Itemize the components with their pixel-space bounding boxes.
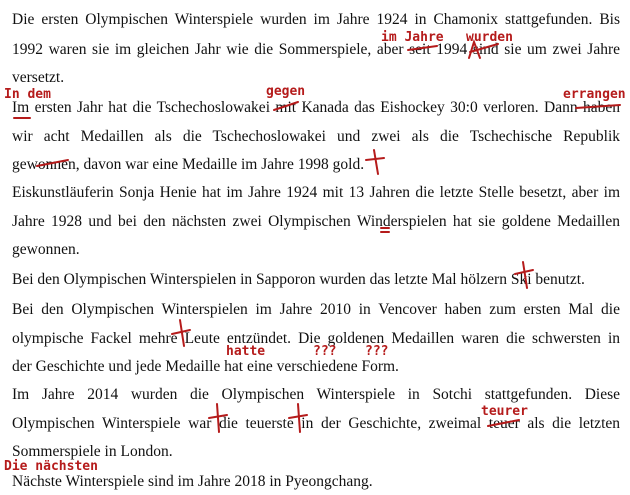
correction-note: Die nächsten (4, 459, 98, 474)
correction-note: gegen (266, 84, 306, 99)
correction-note: wurden (466, 30, 513, 45)
paragraph-line: Nächste Winterspiele sind im Jahre 2018 in Pyeongchang. (12, 473, 373, 490)
correction-note: In dem (4, 87, 51, 102)
paragraph-line: gewonnen, davon war eine Medaille im Jahre 1998 gold. (12, 156, 365, 173)
paragraph-line: Jahre 1928 und bei den nächsten zwei Olympischen Winderspielen hat sie goldene Medaillen (12, 213, 620, 230)
paragraph-line: versetzt. (12, 69, 65, 86)
correction-note: teurer (481, 404, 528, 419)
paragraph-line: Die ersten Olympischen Winterspiele wurden im Jahre 1924 in Chamonix stattgefunden. Bis (12, 11, 620, 28)
paragraph-line: 1992 waren sie im gleichen Jahr wie die Sommerspiele, aber seit 1994 sind sie um zwei Jahre (12, 41, 620, 58)
paragraph-line: Im ersten Jahr hat die Tschechoslowakei mit Kanada das Eishockey 30:0 verloren. Dann haben (12, 99, 620, 116)
correction-note: errangen (563, 87, 626, 102)
paragraph-line: Bei den Olympischen Winterspielen in Sapporon wurden das letzte Mal hölzern Ski benutzt. (12, 271, 585, 288)
paragraph-line: Bei den Olympischen Winterspielen im Jahre 2010 in Vencover haben zum ersten Mal die (12, 301, 620, 318)
paragraph-line: olympische Fackel mehre Leute entzündet. Die goldenen Medaillen waren die schwersten in (12, 330, 620, 347)
correction-note: ??? (313, 344, 337, 359)
paragraph-line: Eiskunstläuferin Sonja Henie hat im Jahre 1924 mit 13 Jahren die letzte Stelle besetzt, aber im (12, 184, 620, 201)
paragraph-line: Olympischen Winterspiele war die teuerste in der Geschichte, zweimal teuer als die letzten (12, 415, 620, 432)
correction-note: ??? (365, 344, 389, 359)
paragraph-line: der Geschichte und jede Medaille hat eine verschiedene Form. (12, 358, 399, 375)
paragraph-line: gewonnen. (12, 241, 80, 258)
paragraph-line: wir acht Medaillen als die Tschechoslowakei und zwei als die Tschechische Republik (12, 128, 620, 145)
correction-note: im Jahre (381, 30, 444, 45)
paragraph-line: Sommerspiele in London. (12, 443, 173, 460)
correction-note: hatte (226, 344, 266, 359)
paragraph-line: Im Jahre 2014 wurden die Olympischen Winterspiele in Sotchi stattgefunden. Diese (12, 386, 620, 403)
